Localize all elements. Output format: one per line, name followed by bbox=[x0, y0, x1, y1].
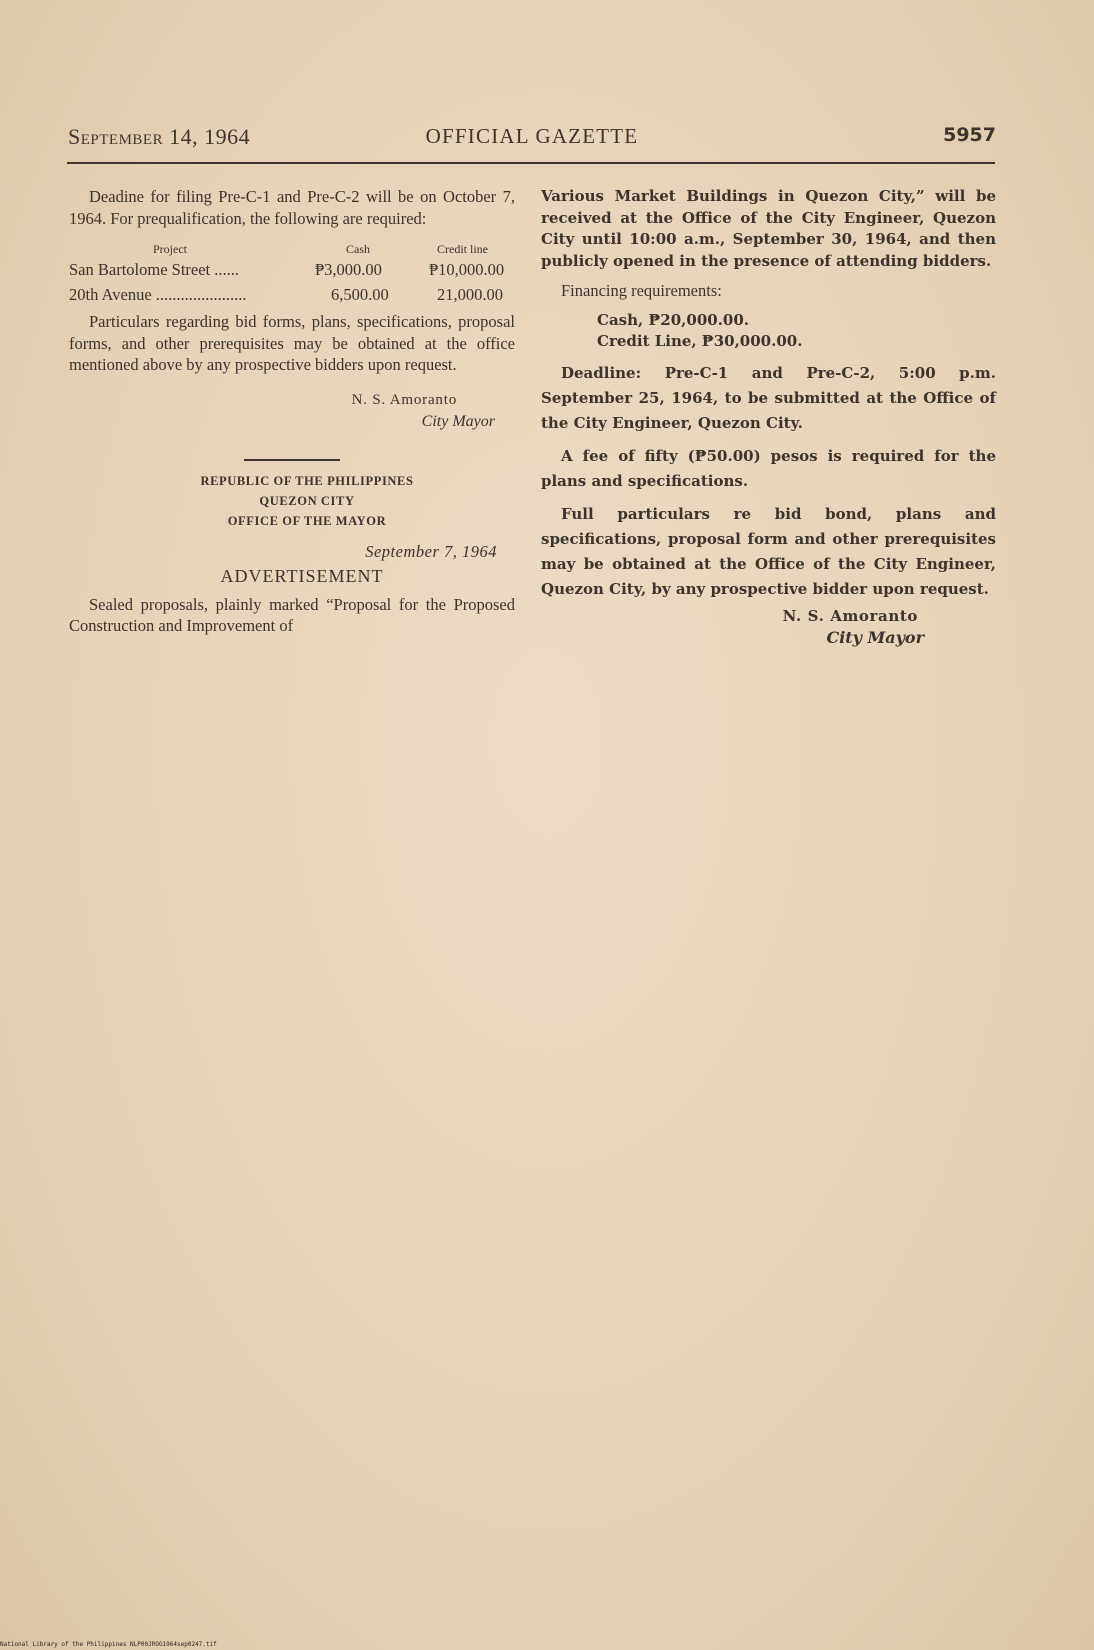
section-separator bbox=[244, 459, 340, 461]
signature-title: City Mayor bbox=[826, 628, 924, 647]
financing-label: Financing requirements: bbox=[561, 281, 722, 300]
col-header-credit: Credit line bbox=[437, 242, 488, 256]
row-credit: 21,000.00 bbox=[437, 285, 503, 304]
particulars-paragraph: Particulars regarding bid forms, plans, specifications, proposal forms, and other prerequisites may be obtained at the office mentioned above by any prospective bidders upon request. bbox=[69, 312, 515, 374]
header-date: September 14, 1964 bbox=[68, 124, 251, 149]
deadline-paragraph: Deadline: Pre-C-1 and Pre-C-2, 5:00 p.m. September 25, 1964, to be submitted at the Office of the City Engineer, Quezon City. bbox=[541, 363, 996, 432]
col-header-project: Project bbox=[153, 242, 187, 256]
fee-paragraph: A fee of fifty (₱50.00) pesos is required for the plans and specifications. bbox=[541, 446, 996, 490]
left-column bbox=[69, 186, 515, 637]
requirements-table-header bbox=[69, 239, 515, 259]
signature-name: N. S. Amoranto bbox=[351, 391, 457, 408]
row-project: 20th Avenue ...................... bbox=[69, 285, 247, 304]
proposal-paragraph-continued: Various Market Buildings in Quezon City,” will be received at the Office of the City Engineer, Quezon City until 10:00 a.m., September 30, 1964, and then publicly opened in the presence of attending bidders. bbox=[541, 187, 996, 270]
table-row bbox=[69, 259, 515, 284]
row-project: San Bartolome Street ...... bbox=[69, 260, 240, 279]
proposal-paragraph-start: Sealed proposals, plainly marked “Proposal for the Proposed Construction and Improvement of bbox=[69, 594, 515, 635]
heading-line-republic: REPUBLIC OF THE PHILIPPINES bbox=[200, 473, 414, 488]
header-title: OFFICIAL GAZETTE bbox=[425, 124, 639, 148]
page-header bbox=[68, 124, 996, 154]
col-header-cash: Cash bbox=[346, 242, 370, 256]
financing-credit-line: Credit Line, ₱30,000.00. bbox=[597, 332, 803, 350]
advertisement-title: ADVERTISEMENT bbox=[220, 566, 384, 586]
page-number: 5957 bbox=[943, 124, 996, 146]
office-heading bbox=[99, 471, 515, 531]
row-cash: ₱3,000.00 bbox=[315, 260, 382, 279]
advertisement-date: September 7, 1964 bbox=[365, 541, 497, 561]
row-cash: 6,500.00 bbox=[331, 285, 389, 304]
scan-footer: National Library of the Philippines NLP00JROG1964sep0247.tif bbox=[0, 1641, 217, 1648]
table-row bbox=[69, 284, 515, 309]
signature-title: City Mayor bbox=[421, 413, 495, 430]
right-column bbox=[541, 186, 996, 649]
signature-name: N. S. Amoranto bbox=[782, 606, 918, 625]
heading-line-office: OFFICE OF THE MAYOR bbox=[227, 513, 387, 528]
heading-line-city: QUEZON CITY bbox=[259, 493, 355, 508]
financing-cash: Cash, ₱20,000.00. bbox=[597, 310, 750, 329]
prequalification-paragraph: Deadine for filing Pre-C-1 and Pre-C-2 will be on October 7, 1964. For prequalification, the following are required: bbox=[69, 187, 515, 228]
header-rule bbox=[67, 162, 995, 164]
full-particulars-paragraph: Full particulars re bid bond, plans and specifications, proposal form and other prerequisites may be obtained at the Office of the City Engineer, Quezon City, by any prospective bidder upon request. bbox=[541, 504, 996, 598]
row-credit: ₱10,000.00 bbox=[429, 260, 505, 279]
